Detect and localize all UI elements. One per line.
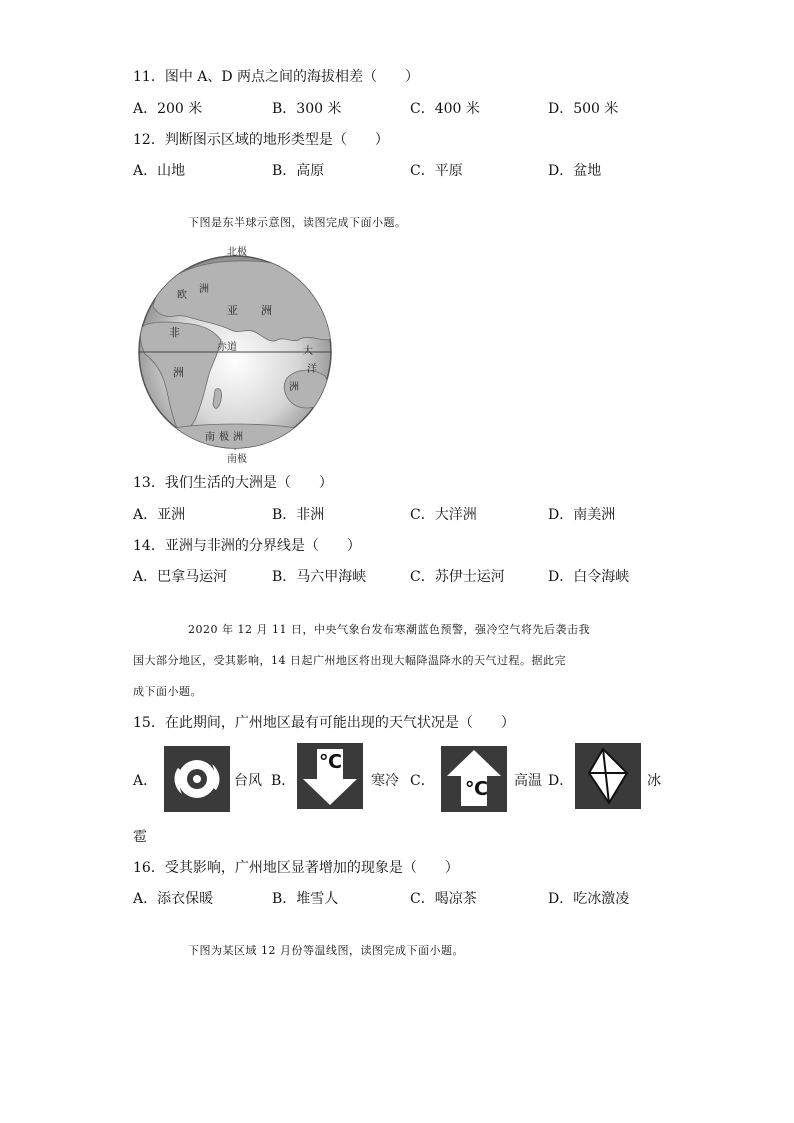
option-c-letter: C．: [410, 773, 435, 789]
cold-arrow-down-icon: [297, 743, 363, 809]
option-c: C．苏伊士运河: [410, 569, 505, 585]
option-a: A．巴拿马运河: [133, 569, 228, 585]
option-c-label: 高温: [514, 773, 542, 789]
option-c: C．平原: [410, 163, 463, 179]
option-d-letter: D．: [548, 773, 574, 789]
oceania-label-1: 大: [303, 346, 313, 357]
hail-icon: [575, 743, 641, 809]
question-16: 16．受其影响，广州地区显著增加的现象是（ ）: [133, 860, 459, 876]
option-d: D．南美洲: [548, 507, 616, 523]
south-pole-label: 南极: [227, 454, 247, 464]
passage-line-1: 2020 年 12 月 11 日，中央气象台发布寒潮蓝色预警，强冷空气将先后袭击我: [188, 623, 590, 636]
equator-label: 赤道: [217, 342, 237, 353]
question-14-options: [133, 566, 733, 586]
question-15: 15．在此期间，广州地区最有可能出现的天气状况是（ ）: [133, 715, 515, 731]
question-12-options: [133, 160, 733, 180]
asia-label-2: 洲: [261, 304, 272, 317]
option-b: B．高原: [272, 163, 325, 179]
option-c: C．喝凉茶: [410, 891, 477, 907]
option-a-label: 台风: [234, 773, 262, 789]
europe-label-2: 洲: [199, 284, 209, 295]
question-13: 13．我们生活的大洲是（ ）: [133, 475, 333, 491]
africa-label-1: 非: [169, 326, 180, 339]
question-13-options: [133, 504, 733, 524]
question-12: 12．判断图示区域的地形类型是（ ）: [133, 132, 389, 148]
option-b: B．300 米: [272, 101, 342, 117]
europe-label-1: 欧: [177, 290, 187, 301]
oceania-label-3: 洲: [289, 382, 299, 393]
globe-intro: 下图是东半球示意图，读图完成下面小题。: [188, 216, 407, 229]
option-b-label: 寒冷: [371, 773, 399, 789]
question-16-options: [133, 888, 733, 908]
option-c: C．大洋洲: [410, 507, 477, 523]
question-14: 14．亚洲与非洲的分界线是（ ）: [133, 538, 361, 554]
option-c: C．400 米: [410, 101, 480, 117]
option-d: D．盆地: [548, 163, 602, 179]
option-a: A．山地: [133, 163, 186, 179]
oceania-label-2: 洋: [307, 364, 317, 375]
question-11-options: [133, 98, 733, 118]
option-a: A．200 米: [133, 101, 203, 117]
hot-arrow-up-icon: [441, 746, 507, 812]
hot-celsius-symbol: ℃: [465, 778, 489, 800]
option-d-label: 冰: [647, 773, 661, 789]
option-b-letter: B．: [271, 773, 296, 789]
typhoon-icon: [164, 746, 230, 812]
eastern-hemisphere-map: [135, 244, 335, 464]
option-d: D．白令海峡: [548, 569, 630, 585]
asia-label-1: 亚: [227, 304, 238, 317]
question-11: 11．图中 A、D 两点之间的海拔相差（ ）: [133, 69, 420, 85]
option-d: D．500 米: [548, 101, 619, 117]
option-b: B．马六甲海峡: [272, 569, 367, 585]
option-a: A．添衣保暖: [133, 891, 214, 907]
passage-line-3: 成下面小题。: [133, 685, 202, 698]
isotherm-intro: 下图为某区域 12 月份等温线图，读图完成下面小题。: [188, 944, 464, 957]
option-b: B．堆雪人: [272, 891, 339, 907]
cold-celsius-symbol: ℃: [319, 751, 343, 773]
north-pole-label: 北极: [227, 247, 247, 258]
antarctica-label: 南极洲: [205, 432, 247, 443]
option-d: D．吃冰激凌: [548, 891, 630, 907]
option-a-letter: A．: [133, 773, 158, 789]
africa-label-2: 洲: [173, 366, 184, 379]
option-a: A．亚洲: [133, 507, 186, 523]
option-b: B．非洲: [272, 507, 325, 523]
option-d-label-wrap: 雹: [133, 829, 147, 845]
passage-line-2: 国大部分地区，受其影响，14 日起广州地区将出现大幅降温降水的天气过程。据此完: [133, 654, 566, 667]
